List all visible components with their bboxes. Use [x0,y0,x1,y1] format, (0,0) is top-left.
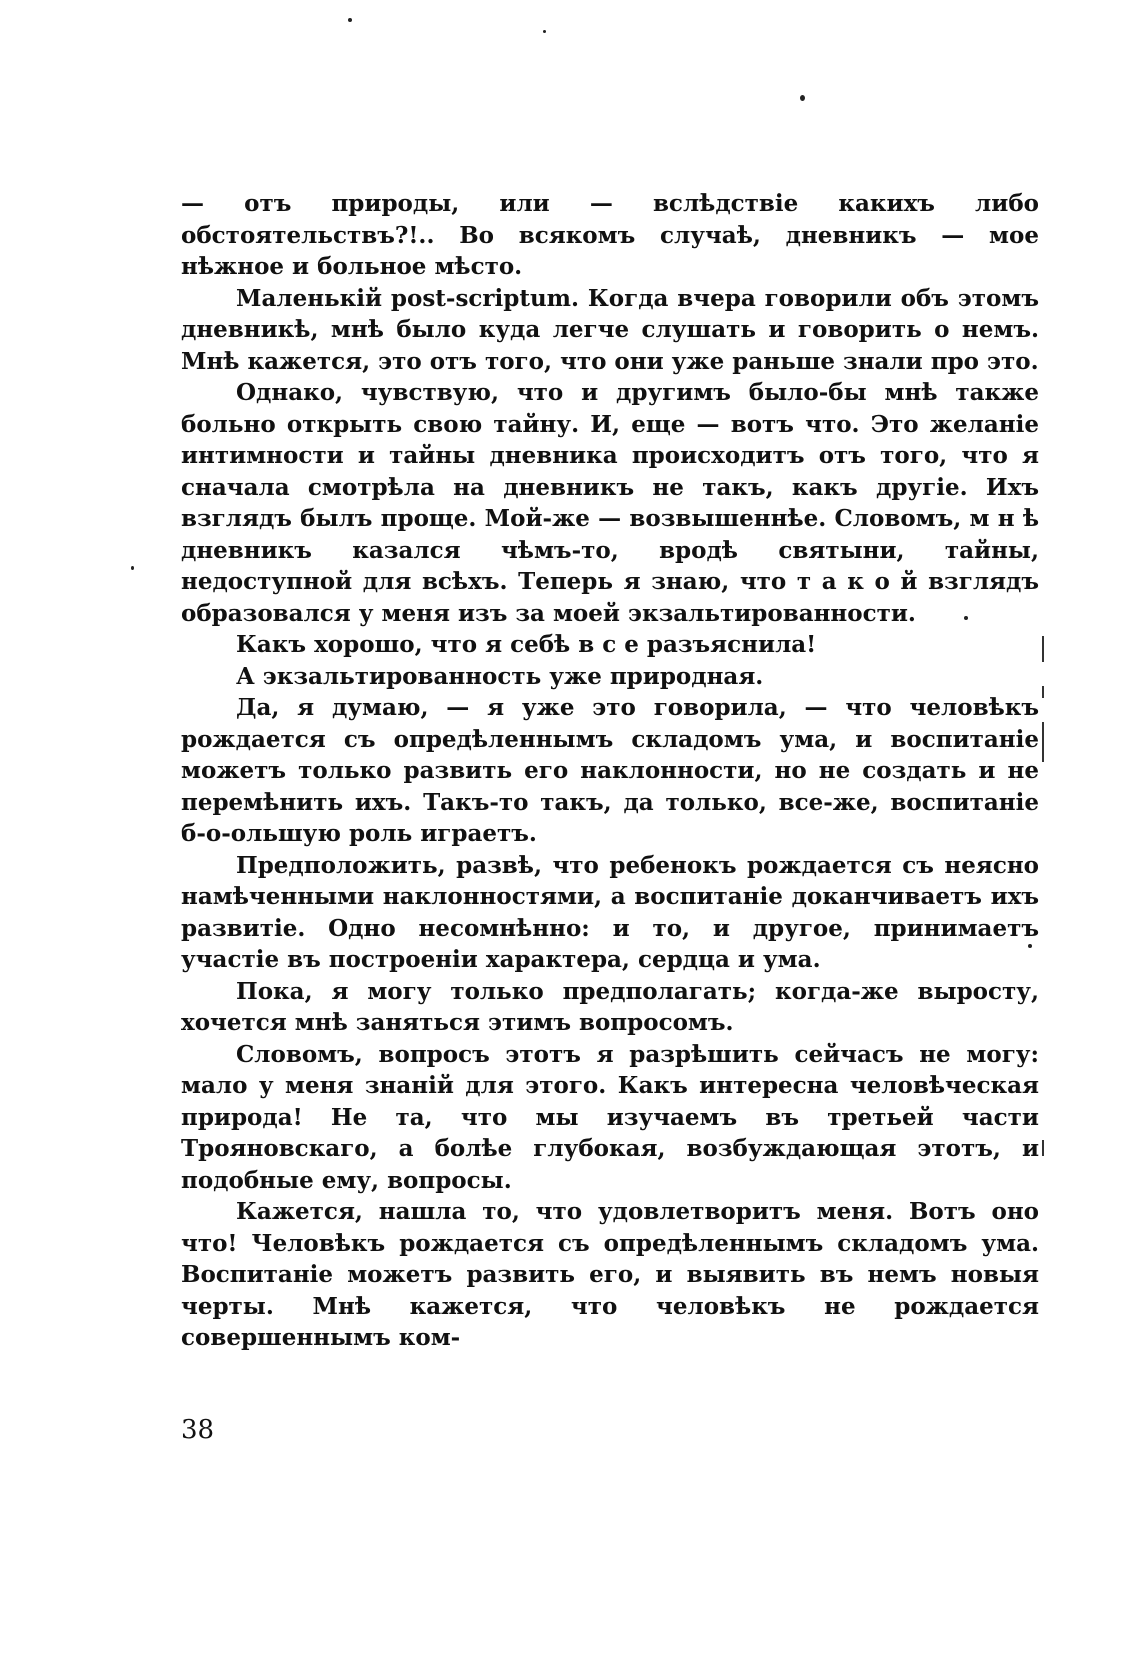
scan-speck [348,18,352,22]
scan-speck [131,566,134,570]
paragraph: Маленькій post-scriptum. Когда вчера говорили объ этомъ дневникѣ, мнѣ было куда легче слушать и говорить о немъ. Мнѣ кажется, это отъ того, что они уже раньше знали про это. [181,284,1039,375]
scan-edge-mark [1042,722,1044,762]
page-number: 38 [181,1415,215,1445]
scan-speck [800,95,805,101]
paragraph: Да, я думаю, — я уже это говорила, — что человѣкъ рождается съ опредѣленнымъ складомъ ума, и воспитаніе можетъ только развить его наклонности, но не создать и не перемѣнить ихъ. Такъ-то такъ, да только, все-же, воспитаніе б-о-ольшую роль играетъ. [181,694,1039,847]
scan-edge-mark [1042,686,1044,698]
paragraph: Какъ хорошо, что я себѣ в с е разъяснила! [236,631,817,658]
scan-speck [543,30,546,33]
paragraph: Однако, чувствую, что и другимъ было-бы мнѣ также больно открыть свою тайну. И, еще — вотъ что. Это желаніе интимности и тайны дневника происходитъ отъ того, что я сначала смотрѣла на дневникъ не такъ, какъ другіе. Ихъ взглядъ былъ проще. Мой-же — возвышеннѣе. Словомъ, м н ѣ дневникъ казался чѣмъ-то, вродѣ святыни, тайны, недоступной для всѣхъ. Теперь я знаю, что т а к о й взглядъ образовался у меня изъ за моей экзальтированности. [181,379,1039,627]
paragraph: Пока, я могу только предполагать; когда-же выросту, хочется мнѣ заняться этимъ вопросомъ. [181,977,1039,1036]
scan-edge-mark [1042,636,1044,662]
paragraph: Предположить, развѣ, что ребенокъ рождается съ неясно намѣченными наклонностями, а воспитаніе доканчиваетъ ихъ развитіе. Одно несомнѣнно: и то, и другое, принимаетъ участіе въ построеніи характера, сердца и ума. [181,851,1039,973]
body-text [181,188,1039,1354]
paragraph: Словомъ, вопросъ этотъ я разрѣшить сейчасъ не могу: мало у меня знаній для этого. Какъ интересна человѣческая природа! Не та, что мы изучаемъ въ третьей части Трояновскаго, а болѣе глубокая, возбуждающая этотъ, и подобные ему, вопросы. [181,1040,1039,1194]
paragraph: А экзальтированность уже природная. [236,662,764,690]
paragraph: — отъ природы, или — вслѣдствіе какихъ либо обстоятельствъ?!.. Во всякомъ случаѣ, дневникъ — мое нѣжное и больное мѣсто. [181,190,1039,280]
scan-edge-mark [1042,1140,1044,1156]
paragraph: Кажется, нашла то, что удовлетворитъ меня. Вотъ оно что! Человѣкъ рождается съ опредѣленнымъ складомъ ума. Воспитаніе можетъ развить его, и выявить въ немъ новыя черты. Мнѣ кажется, что человѣкъ не рождается совершеннымъ ком- [181,1198,1039,1351]
